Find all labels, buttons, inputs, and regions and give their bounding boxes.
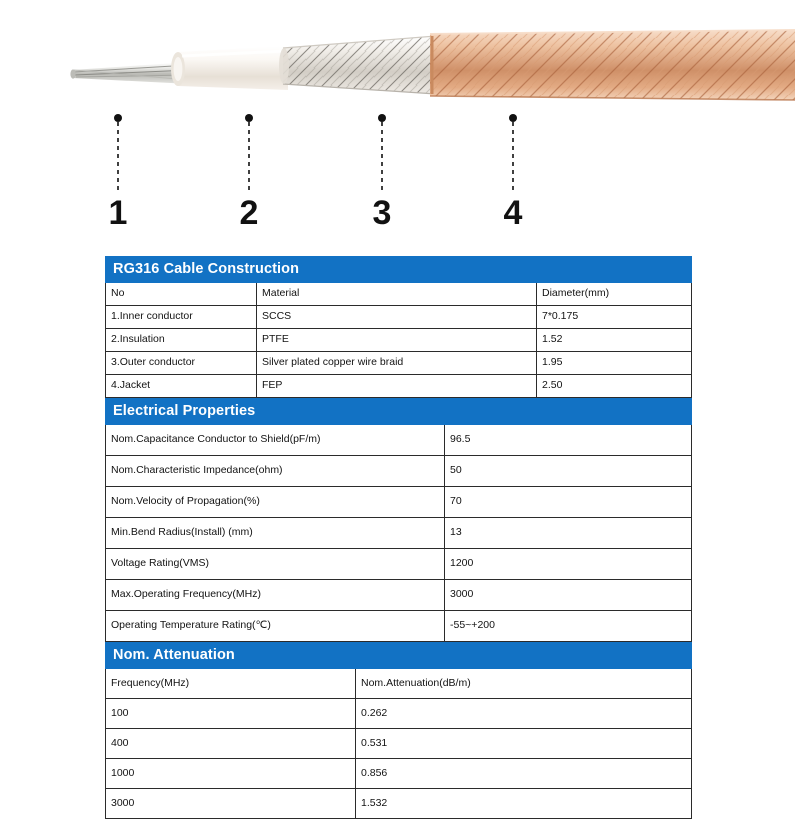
col-header-attenuation: Nom.Attenuation(dB/m) bbox=[356, 669, 692, 699]
cell-value: 1200 bbox=[445, 549, 692, 580]
cell-value: 13 bbox=[445, 518, 692, 549]
cell-attenuation: 0.856 bbox=[356, 759, 692, 789]
cell-value: -55~+200 bbox=[445, 611, 692, 642]
cell-no: 4.Jacket bbox=[106, 375, 257, 398]
attenuation-section-header bbox=[106, 643, 692, 669]
col-header-material: Material bbox=[257, 283, 537, 306]
cell-property: Nom.Capacitance Conductor to Shield(pF/m) bbox=[106, 425, 445, 456]
electrical-properties-table bbox=[105, 398, 692, 642]
callout-dot bbox=[245, 114, 253, 122]
cell-value: 96.5 bbox=[445, 425, 692, 456]
construction-section-header bbox=[106, 257, 692, 283]
callout-label-1: 1 bbox=[108, 194, 128, 232]
cell-property: Nom.Velocity of Propagation(%) bbox=[106, 487, 445, 518]
cell-attenuation: 1.532 bbox=[356, 789, 692, 819]
callout-3 bbox=[373, 114, 392, 232]
table-row bbox=[106, 306, 692, 329]
table-row bbox=[106, 352, 692, 375]
cell-value: 50 bbox=[445, 456, 692, 487]
callout-4 bbox=[504, 114, 523, 232]
cell-property: Operating Temperature Rating(℃) bbox=[106, 611, 445, 642]
cell-frequency: 400 bbox=[106, 729, 356, 759]
col-header-frequency: Frequency(MHz) bbox=[106, 669, 356, 699]
cable-figure bbox=[0, 0, 800, 240]
cell-diameter: 1.95 bbox=[537, 352, 692, 375]
specification-tables bbox=[105, 256, 692, 819]
cell-value: 3000 bbox=[445, 580, 692, 611]
cell-property: Max.Operating Frequency(MHz) bbox=[106, 580, 445, 611]
construction-column-header-row bbox=[106, 283, 692, 306]
callout-1 bbox=[109, 114, 128, 232]
table-row bbox=[106, 549, 692, 580]
construction-title: RG316 Cable Construction bbox=[106, 257, 692, 283]
cell-attenuation: 0.262 bbox=[356, 699, 692, 729]
table-row bbox=[106, 789, 692, 819]
cell-value: 70 bbox=[445, 487, 692, 518]
table-row bbox=[106, 580, 692, 611]
cell-no: 3.Outer conductor bbox=[106, 352, 257, 375]
cell-diameter: 7*0.175 bbox=[537, 306, 692, 329]
callout-dot bbox=[378, 114, 386, 122]
col-header-no: No bbox=[106, 283, 257, 306]
cell-frequency: 1000 bbox=[106, 759, 356, 789]
table-row bbox=[106, 759, 692, 789]
table-row bbox=[106, 487, 692, 518]
cell-frequency: 100 bbox=[106, 699, 356, 729]
cell-material: SCCS bbox=[257, 306, 537, 329]
electrical-section-header bbox=[106, 399, 692, 425]
table-row bbox=[106, 375, 692, 398]
cell-attenuation: 0.531 bbox=[356, 729, 692, 759]
cell-material: PTFE bbox=[257, 329, 537, 352]
cell-property: Voltage Rating(VMS) bbox=[106, 549, 445, 580]
cell-property: Min.Bend Radius(Install) (mm) bbox=[106, 518, 445, 549]
cell-material: Silver plated copper wire braid bbox=[257, 352, 537, 375]
callout-2 bbox=[240, 114, 259, 232]
callout-dot bbox=[114, 114, 122, 122]
cell-no: 2.Insulation bbox=[106, 329, 257, 352]
callout-label-2: 2 bbox=[239, 194, 259, 232]
cable-construction-table bbox=[105, 256, 692, 398]
electrical-title: Electrical Properties bbox=[106, 399, 692, 425]
table-row bbox=[106, 611, 692, 642]
table-row bbox=[106, 329, 692, 352]
insulation-graphic bbox=[171, 46, 288, 90]
cell-frequency: 3000 bbox=[106, 789, 356, 819]
callout-dot bbox=[509, 114, 517, 122]
table-row bbox=[106, 518, 692, 549]
table-row bbox=[106, 425, 692, 456]
col-header-diameter: Diameter(mm) bbox=[537, 283, 692, 306]
nominal-attenuation-table bbox=[105, 642, 692, 819]
callout-label-3: 3 bbox=[372, 194, 392, 232]
cable-illustration bbox=[0, 0, 800, 240]
callout-label-4: 4 bbox=[503, 194, 523, 232]
jacket-graphic bbox=[425, 25, 800, 105]
cell-no: 1.Inner conductor bbox=[106, 306, 257, 329]
table-row bbox=[106, 699, 692, 729]
table-row bbox=[106, 729, 692, 759]
cell-property: Nom.Characteristic Impedance(ohm) bbox=[106, 456, 445, 487]
attenuation-title: Nom. Attenuation bbox=[106, 643, 692, 669]
attenuation-column-header-row bbox=[106, 669, 692, 699]
cell-material: FEP bbox=[257, 375, 537, 398]
cell-diameter: 1.52 bbox=[537, 329, 692, 352]
cell-diameter: 2.50 bbox=[537, 375, 692, 398]
outer-conductor-graphic bbox=[279, 30, 442, 100]
table-row bbox=[106, 456, 692, 487]
